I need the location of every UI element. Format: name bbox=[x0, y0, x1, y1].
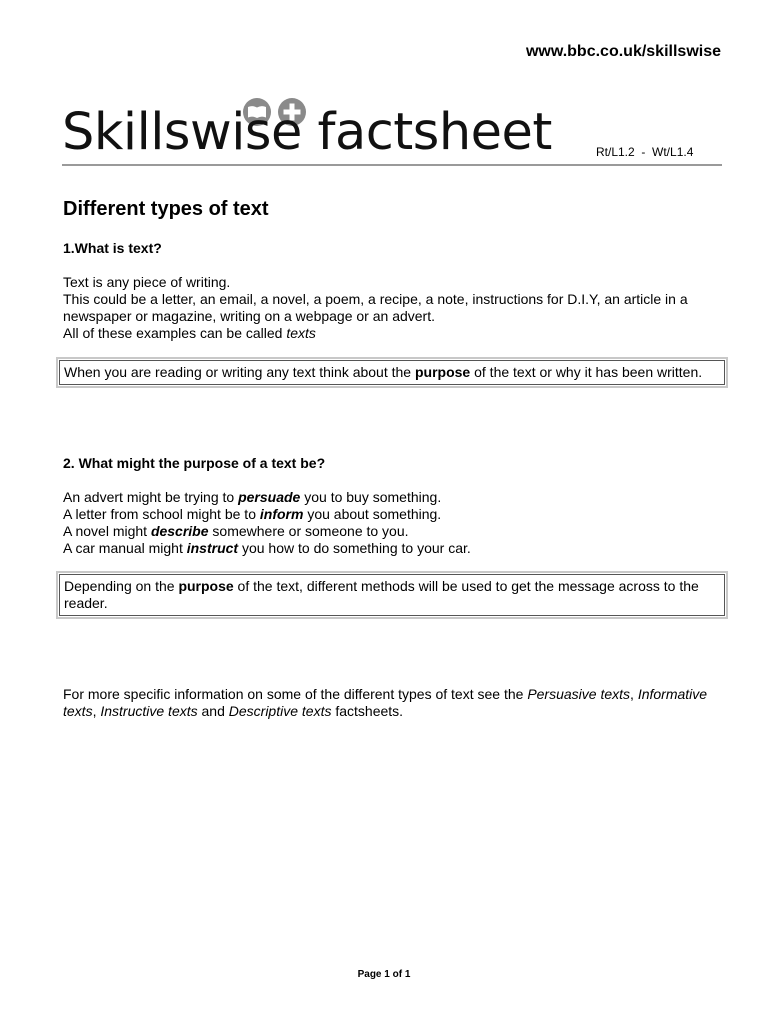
factsheet-reference: Instructive texts bbox=[100, 703, 198, 719]
curriculum-reference: Rt/L1.2 - Wt/L1.4 bbox=[596, 145, 694, 159]
purpose-note-box: When you are reading or writing any text think about the purpose of the text or why it has been written. bbox=[59, 360, 725, 385]
emphasis-term: texts bbox=[286, 325, 316, 341]
emphasis-term: persuade bbox=[238, 489, 301, 505]
body-line: Text is any piece of writing. bbox=[63, 274, 231, 290]
section-1-body bbox=[63, 274, 723, 342]
factsheet-reference: Informative texts bbox=[63, 686, 708, 719]
brand-title: Skillswise factsheet bbox=[62, 103, 552, 162]
more-info-paragraph: For more specific information on some of the different types of text see the Persuasive texts, Informative texts, Instructive texts and Descriptive texts factsheets. bbox=[63, 686, 708, 719]
body-line: All of these examples can be called texts bbox=[63, 325, 316, 341]
page-title: Different types of text bbox=[63, 198, 269, 220]
emphasis-term: purpose bbox=[178, 578, 234, 594]
emphasis-term: purpose bbox=[414, 364, 471, 380]
section-2-heading: 2. What might the purpose of a text be? bbox=[63, 455, 326, 471]
example-line: A novel might describe somewhere or someone to you. bbox=[63, 523, 409, 539]
factsheet-reference: Persuasive texts bbox=[527, 686, 631, 702]
example-line: A car manual might instruct you how to do something to your car. bbox=[63, 540, 471, 556]
emphasis-term: inform bbox=[259, 506, 304, 522]
body-line: This could be a letter, an email, a novel, a poem, a recipe, a note, instructions for D.I.Y, an article in a newspaper or magazine, writing on a webpage or an advert. bbox=[63, 291, 688, 324]
factsheet-reference: Descriptive texts bbox=[228, 703, 332, 719]
website-url: www.bbc.co.uk/skillswise bbox=[525, 43, 721, 60]
emphasis-term: instruct bbox=[186, 540, 239, 556]
example-line: An advert might be trying to persuade you to buy something. bbox=[63, 489, 442, 505]
example-line: A letter from school might be to inform you about something. bbox=[63, 506, 442, 522]
header-rule bbox=[62, 164, 722, 166]
emphasis-term: describe bbox=[150, 523, 209, 539]
purpose-method-box: Depending on the purpose of the text, different methods will be used to get the message across to the reader. bbox=[59, 574, 725, 616]
section-2-body bbox=[63, 489, 723, 557]
section-1-heading: 1.What is text? bbox=[63, 240, 162, 256]
page-number: Page 1 of 1 bbox=[357, 969, 411, 980]
